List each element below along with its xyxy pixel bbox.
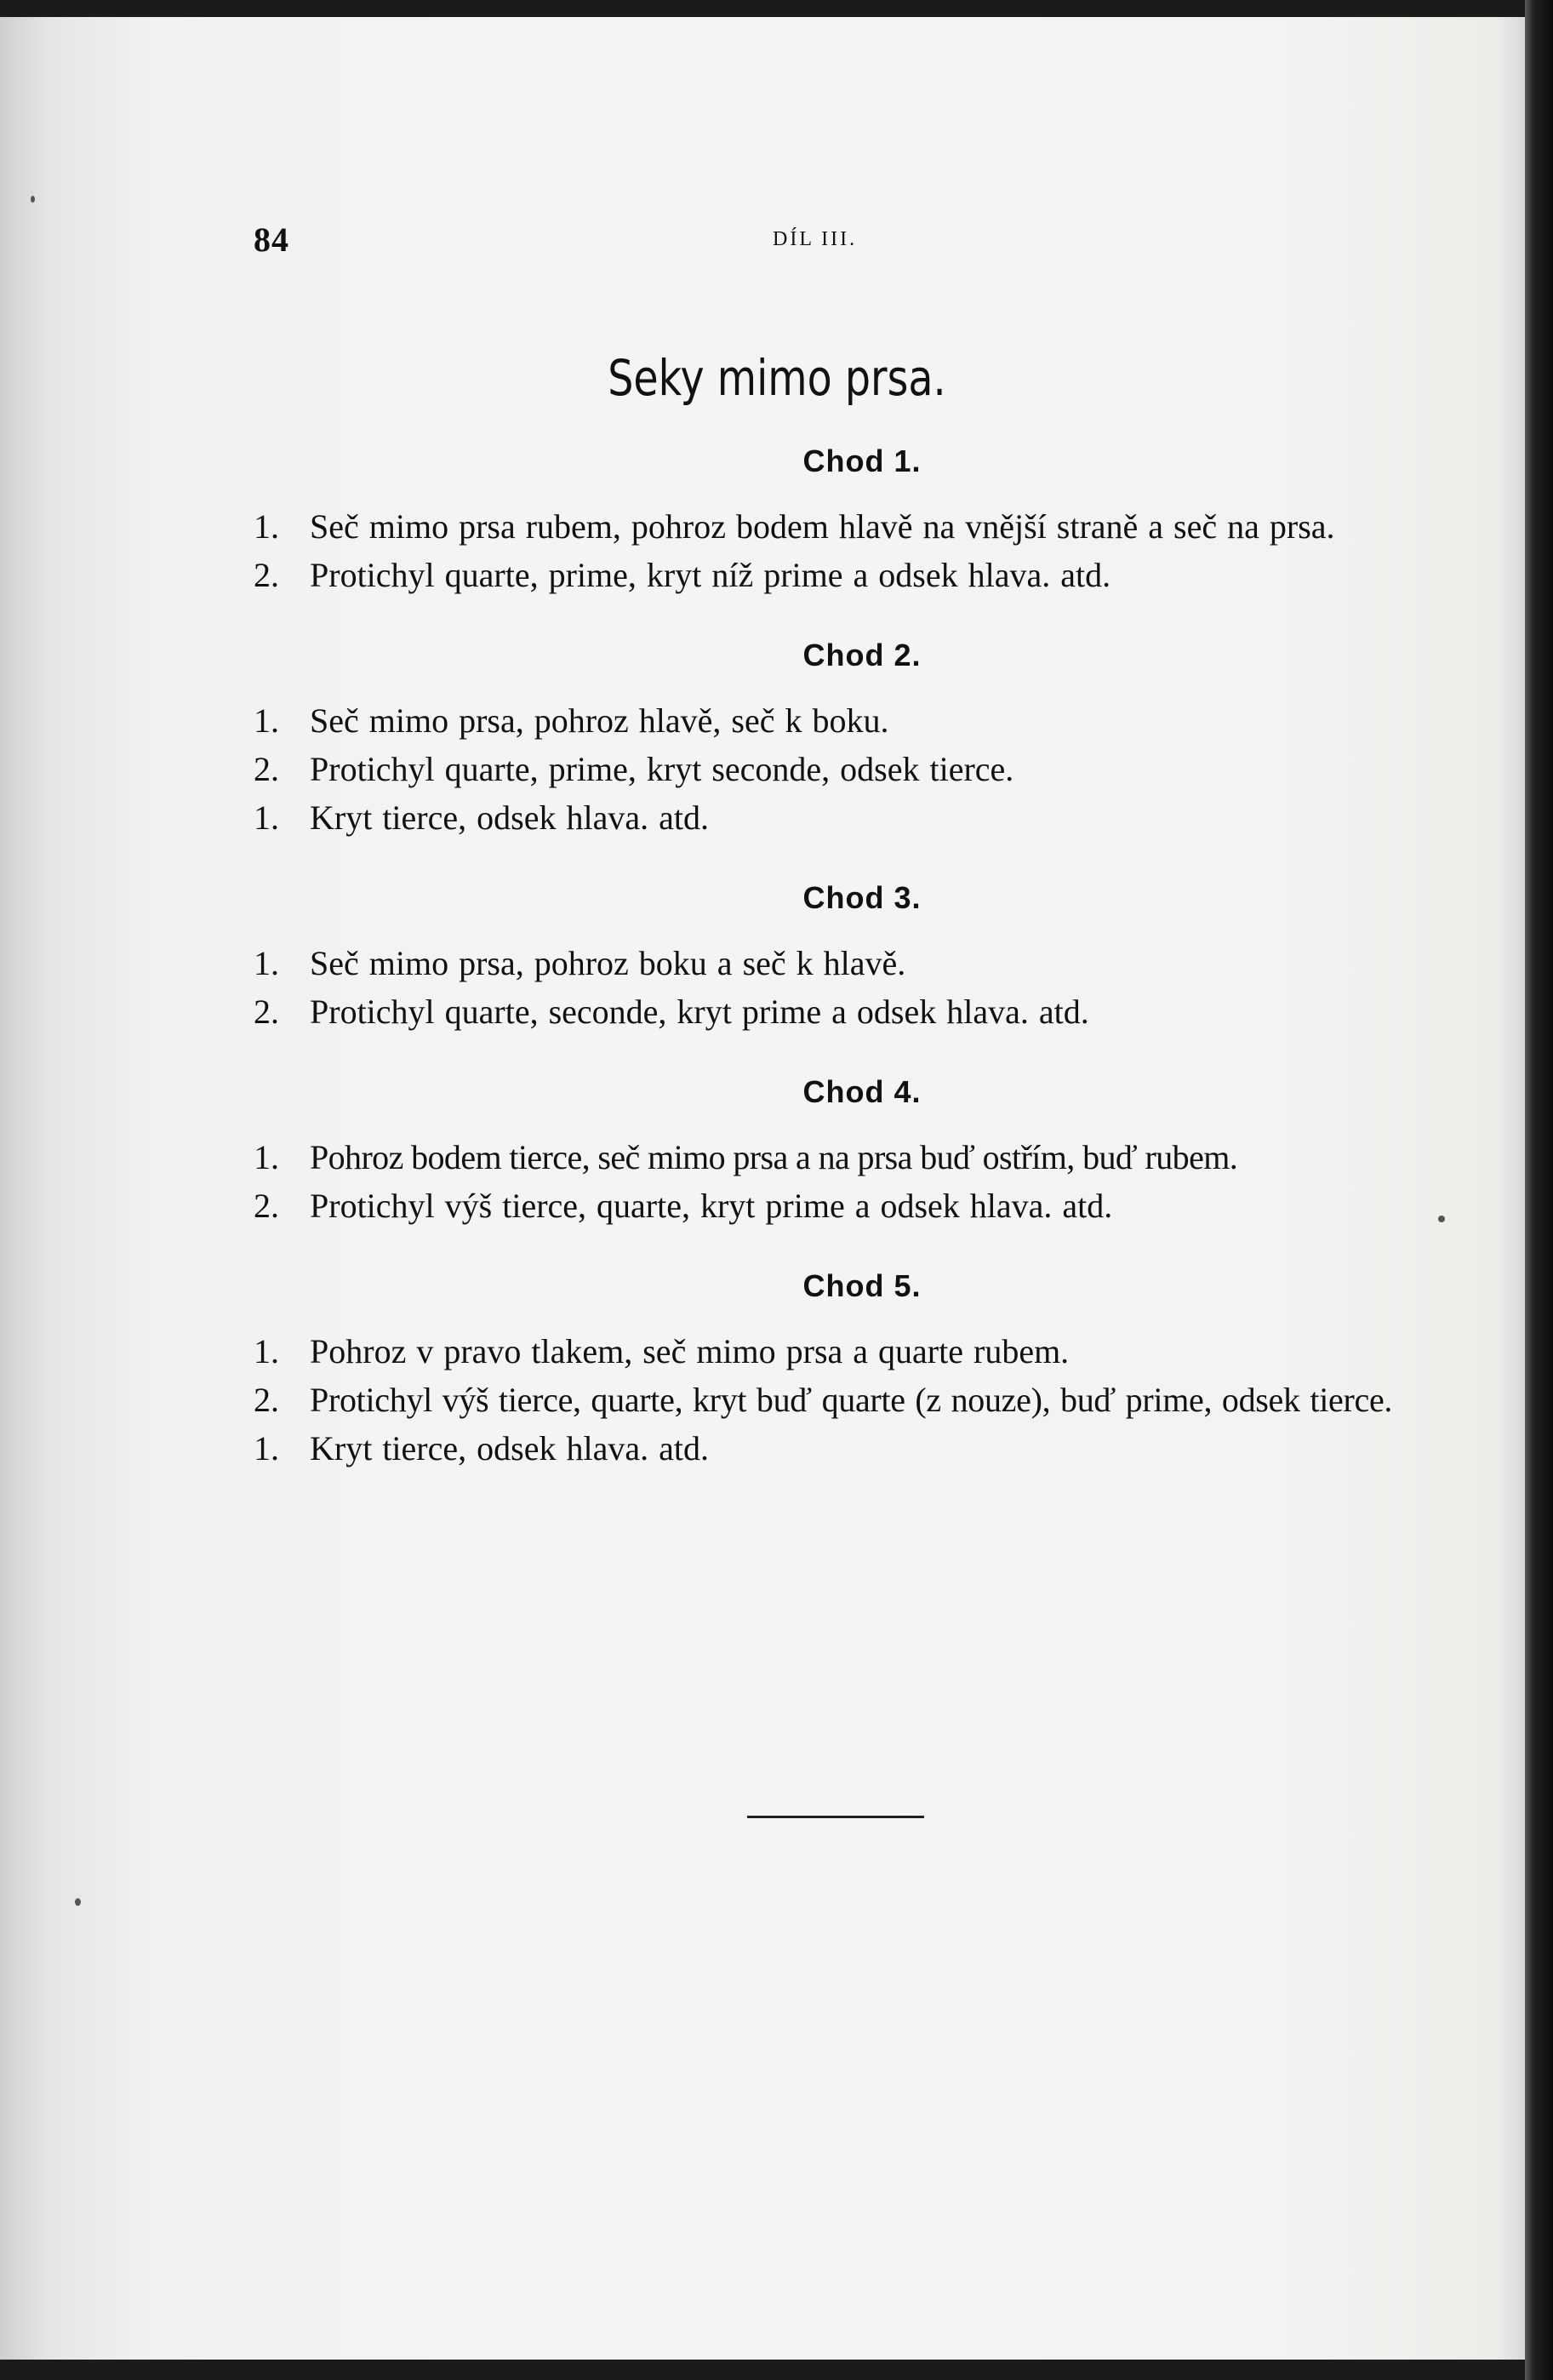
list-item bbox=[254, 793, 1394, 842]
item-number: 1. bbox=[254, 507, 279, 546]
item-text: Kryt tierce, odsek hlava. atd. bbox=[310, 1429, 709, 1467]
list-item bbox=[254, 696, 1394, 745]
item-text bbox=[310, 502, 1394, 551]
page-number: 84 bbox=[254, 220, 289, 259]
book-page bbox=[0, 17, 1525, 2360]
print-speck bbox=[1438, 1216, 1445, 1222]
print-speck bbox=[31, 196, 35, 203]
list-item bbox=[254, 551, 1394, 599]
end-rule bbox=[747, 1816, 924, 1818]
item-text: Protichyl výš tierce, quarte, kryt buď quarte (z nouze), buď prime, odsek tierce. bbox=[310, 1381, 1393, 1419]
item-number: 1. bbox=[254, 944, 279, 982]
section-heading: Chod 3. bbox=[802, 880, 922, 915]
item-text: Pohroz bodem tierce, seč mimo prsa a na prsa buď ostřím, buď rubem. bbox=[310, 1138, 1238, 1176]
item-text: Kryt tierce, odsek hlava. atd. bbox=[310, 798, 709, 837]
page-title: Seky mimo prsa. bbox=[608, 349, 946, 407]
item-text-content: Seč mimo prsa rubem, pohroz bodem hlavě na vnější straně a seč na prsa. bbox=[310, 507, 1335, 546]
item-number: 1. bbox=[254, 798, 279, 837]
list-item bbox=[254, 1133, 1394, 1181]
running-head: DÍL III. bbox=[773, 228, 858, 250]
list-item bbox=[254, 502, 1394, 551]
section-chod-5 bbox=[254, 1267, 1394, 1473]
item-text: Protichyl výš tierce, quarte, kryt prime a odsek hlava. atd. bbox=[310, 1187, 1113, 1225]
list-item bbox=[254, 745, 1394, 793]
item-number: 1. bbox=[254, 1138, 279, 1176]
section-heading: Chod 5. bbox=[802, 1268, 922, 1303]
item-number: 1. bbox=[254, 1429, 279, 1467]
item-number: 2. bbox=[254, 1187, 279, 1225]
item-number: 1. bbox=[254, 701, 279, 740]
section-heading: Chod 2. bbox=[802, 638, 922, 672]
list-item bbox=[254, 939, 1394, 987]
section-chod-1 bbox=[254, 443, 1394, 599]
item-number: 2. bbox=[254, 993, 279, 1031]
item-text: Protichyl quarte, prime, kryt seconde, odsek tierce. bbox=[310, 750, 1014, 788]
list-item bbox=[254, 1376, 1394, 1424]
list-item bbox=[254, 1181, 1394, 1230]
page-header bbox=[254, 220, 1351, 262]
item-text: Seč mimo prsa, pohroz hlavě, seč k boku. bbox=[310, 701, 889, 740]
section-chod-2 bbox=[254, 637, 1394, 842]
print-speck bbox=[75, 1898, 81, 1906]
item-number: 1. bbox=[254, 1332, 279, 1370]
section-heading: Chod 1. bbox=[802, 443, 922, 478]
list-item bbox=[254, 1327, 1394, 1376]
section-chod-3 bbox=[254, 879, 1394, 1036]
item-text: Protichyl quarte, seconde, kryt prime a odsek hlava. atd. bbox=[310, 993, 1089, 1031]
scan-edge bbox=[1525, 0, 1553, 2380]
item-number: 2. bbox=[254, 1381, 279, 1419]
list-item bbox=[254, 987, 1394, 1036]
page-content bbox=[254, 443, 1394, 1510]
list-item bbox=[254, 1424, 1394, 1473]
item-text: Seč mimo prsa, pohroz boku a seč k hlavě. bbox=[310, 944, 906, 982]
section-chod-4 bbox=[254, 1073, 1394, 1230]
item-text: Protichyl quarte, prime, kryt níž prime a odsek hlava. atd. bbox=[310, 556, 1111, 594]
item-number: 2. bbox=[254, 750, 279, 788]
item-number: 2. bbox=[254, 556, 279, 594]
section-heading: Chod 4. bbox=[802, 1074, 922, 1109]
item-text: Pohroz v pravo tlakem, seč mimo prsa a quarte rubem. bbox=[310, 1332, 1070, 1370]
